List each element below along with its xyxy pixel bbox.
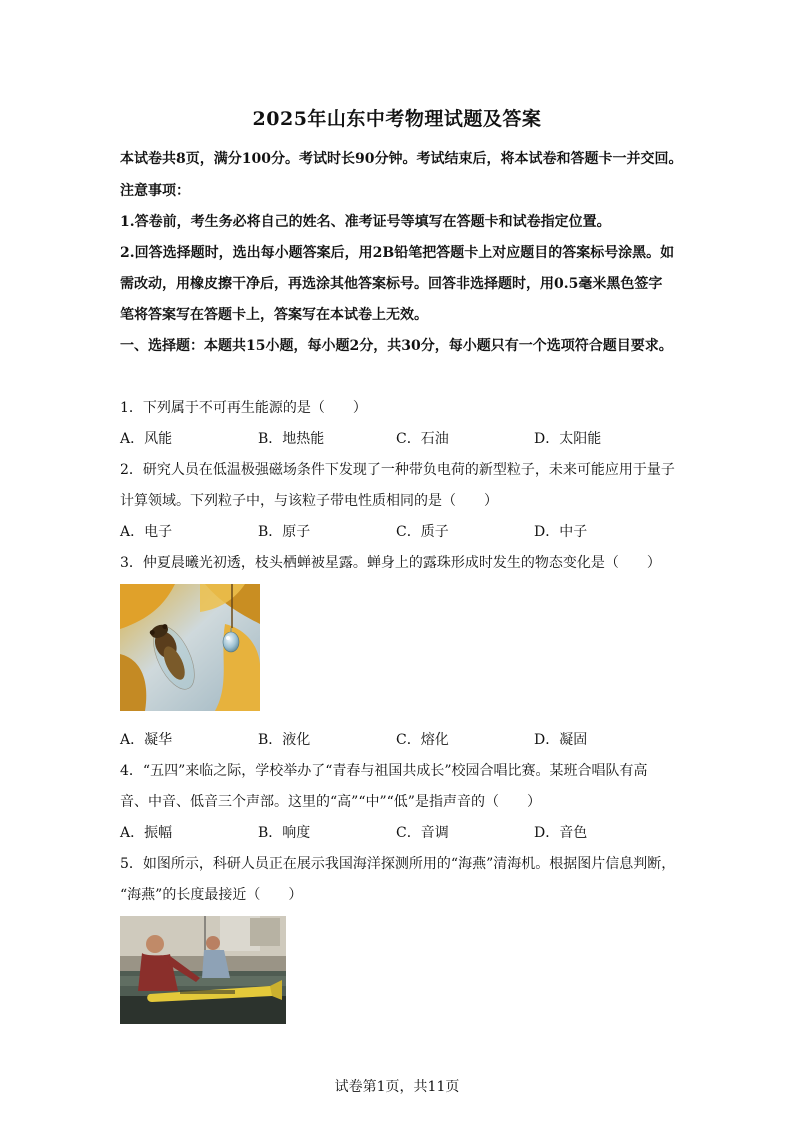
question-2-stem: 计算领域。下列粒子中，与该粒子带电性质相同的是（ ） [120,493,498,509]
question-2-stem: 2．研究人员在低温极强磁场条件下发现了一种带负电荷的新型粒子，未来可能应用于量子 [120,462,675,478]
question-4-option-c: C．音调 [396,825,449,841]
page-footer: 试卷第1页，共11页 [334,1079,460,1095]
question-2-option-a: A．电子 [120,524,173,540]
question-1-option-a: A．风能 [120,431,173,447]
instruction-line: 笔将答案写在答题卡上，答案写在本试卷上无效。 [120,307,428,323]
question-3-stem: 3．仲夏晨曦光初透，枝头栖蝉被星露。蝉身上的露珠形成时发生的物态变化是（ ） [120,555,661,571]
page-title: 2025年山东中考物理试题及答案 [252,108,542,130]
question-5-stem: 5．如图所示，科研人员正在展示我国海洋探测所用的“海燕”清海机。根据图片信息判断， [120,856,676,872]
question-1-option-c: C．石油 [396,431,449,447]
instruction-line: 本试卷共8页，满分100分。考试时长90分钟。考试结束后，将本试卷和答题卡一并交回。 [120,151,683,167]
cicada-dewdrop-image [120,584,260,711]
instruction-line: 需改动，用橡皮擦干净后，再选涂其他答案标号。回答非选择题时，用0.5毫米黑色签字 [120,276,663,292]
question-1-stem: 1．下列属于不可再生能源的是（ ） [120,400,367,416]
question-3-option-c: C．熔化 [396,732,449,748]
question-4-stem: 音、中音、低音三个声部。这里的“高”“中”“低”是指声音的（ ） [120,794,541,810]
question-3-option-d: D．凝固 [534,732,588,748]
question-1-option-d: D．太阳能 [534,431,602,447]
question-2-option-d: D．中子 [534,524,588,540]
question-5-stem: “海燕”的长度最接近（ ） [120,887,303,903]
question-3-option-b: B．液化 [258,732,311,748]
instruction-line: 1.答卷前，考生务必将自己的姓名、准考证号等填写在答题卡和试卷指定位置。 [120,214,611,230]
instruction-line: 2.回答选择题时，选出每小题答案后，用2B铅笔把答题卡上对应题目的答案标号涂黑。如 [120,245,675,261]
question-2-option-b: B．原子 [258,524,311,540]
question-1-option-b: B．地热能 [258,431,325,447]
question-4-option-a: A．振幅 [120,825,173,841]
question-4-stem: 4．“五四”来临之际，学校举办了“青春与祖国共成长”校园合唱比赛。某班合唱队有高 [120,763,648,779]
question-3-option-a: A．凝华 [120,732,173,748]
question-2-option-c: C．质子 [396,524,449,540]
glider-photo-image [120,916,286,1024]
question-4-option-d: D．音色 [534,825,588,841]
section-heading: 一、选择题：本题共15小题，每小题2分，共30分，每小题只有一个选项符合题目要求。 [120,338,673,354]
notice-heading: 注意事项： [120,183,190,199]
question-4-option-b: B．响度 [258,825,311,841]
